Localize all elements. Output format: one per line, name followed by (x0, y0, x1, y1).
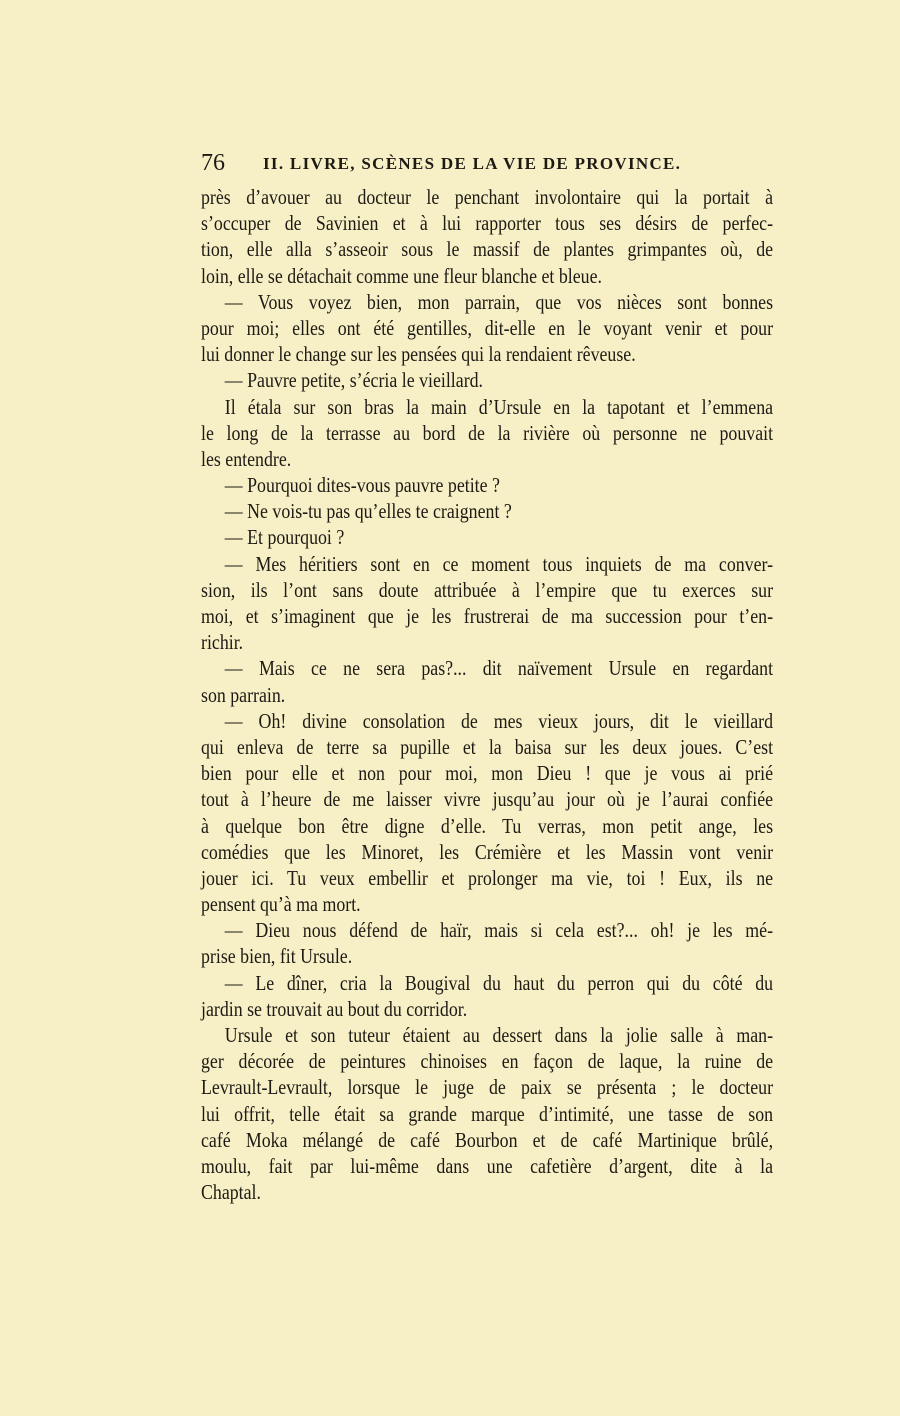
text-line: son parrain. (201, 682, 286, 707)
text-line: comédies que les Minoret, les Crémière et les Massin vont venir (201, 839, 774, 864)
paragraph (201, 367, 773, 393)
text-line: — Oh! divine consolation de mes vieux jours, dit le vieillard (224, 708, 774, 733)
text-line: Levrault-Levrault, lorsque le juge de paix se présenta ; le docteur (201, 1075, 774, 1100)
text-line: les entendre. (201, 446, 292, 471)
body-text (201, 184, 773, 1205)
text-line: bien pour elle et non pour moi, mon Dieu ! que je vous ai prié (201, 761, 774, 786)
paragraph (201, 472, 773, 498)
text-line: — Dieu nous défend de haïr, mais si cela est?... oh! je les mé- (224, 918, 774, 943)
paragraph (201, 917, 773, 969)
text-line: — Mais ce ne sera pas?... dit naïvement Ursule en regardant (224, 656, 774, 681)
paragraph (201, 655, 773, 707)
text-line: pensent qu’à ma mort. (201, 892, 361, 917)
text-line: tout à l’heure de me laisser vivre jusqu’au jour où je l’aurai confiée (201, 787, 774, 812)
text-line: Il étala sur son bras la main d’Ursule en la tapotant et l’emmena (224, 394, 774, 419)
text-line: moi, et s’imaginent que je les frustrerai de ma succession pour t’en- (201, 604, 774, 628)
text-line: moulu, fait par lui-même dans une cafetière d’argent, dite à la (201, 1153, 774, 1178)
text-line: café Moka mélangé de café Bourbon et de café Martinique brûlé, (201, 1127, 774, 1152)
text-line: lui donner le change sur les pensées qui la rendaient rêveuse. (201, 342, 636, 367)
page-number: 76 (201, 150, 225, 176)
text-line: à quelque bon être digne d’elle. Tu verras, mon petit ange, les (201, 813, 774, 838)
text-line: sion, ils l’ont sans doute attribuée à l’empire que tu exerces sur (201, 577, 774, 602)
text-line: — Mes héritiers sont en ce moment tous inquiets de ma conver- (224, 551, 774, 576)
paragraph (201, 970, 773, 1022)
text-line: qui enleva de terre sa pupille et la baisa sur les deux joues. C’est (201, 734, 774, 759)
text-line: le long de la terrasse au bord de la rivière où personne ne pouvait (201, 420, 774, 445)
paragraph (201, 394, 773, 473)
paragraph (201, 708, 773, 918)
text-line: — Et pourquoi ? (224, 525, 345, 550)
paragraph (201, 1022, 773, 1205)
text-line: près d’avouer au docteur le penchant involontaire qui la portait à (201, 185, 774, 209)
paragraph (201, 524, 773, 550)
paragraph (201, 184, 773, 289)
text-line: loin, elle se détachait comme une fleur blanche et bleue. (201, 263, 602, 288)
text-line: Chaptal. (201, 1180, 261, 1205)
text-line: jouer ici. Tu veux embellir et prolonger ma vie, toi ! Eux, ils ne (201, 865, 774, 890)
paragraph (201, 289, 773, 368)
text-line: pour moi; elles ont été gentilles, dit-elle en le voyant venir et pour (201, 315, 774, 340)
text-line: prise bien, fit Ursule. (201, 944, 353, 969)
paragraph (201, 498, 773, 524)
running-header (201, 150, 761, 178)
text-line: — Vous voyez bien, mon parrain, que vos nièces sont bonnes (224, 289, 774, 314)
running-title: II. LIVRE, SCÈNES DE LA VIE DE PROVINCE. (263, 154, 682, 173)
text-line: — Le dîner, cria la Bougival du haut du perron qui du côté du (224, 970, 774, 995)
text-line: lui offrit, telle était sa grande marque d’intimité, une tasse de son (201, 1101, 774, 1126)
text-line: jardin se trouvait au bout du corridor. (201, 996, 468, 1021)
text-line: Ursule et son tuteur étaient au dessert dans la jolie salle à man- (224, 1023, 774, 1047)
text-line: tion, elle alla s’asseoir sous le massif de plantes grimpantes où, de (201, 237, 774, 262)
paragraph (201, 551, 773, 656)
text-line: — Pourquoi dites-vous pauvre petite ? (224, 473, 500, 498)
text-line: — Ne vois-tu pas qu’elles te craignent ? (224, 499, 512, 524)
text-line: richir. (201, 630, 244, 655)
text-line: s’occuper de Savinien et à lui rapporter tous ses désirs de perfec- (201, 211, 774, 236)
text-line: ger décorée de peintures chinoises en façon de laque, la ruine de (201, 1049, 774, 1074)
text-line: — Pauvre petite, s’écria le vieillard. (224, 368, 484, 393)
